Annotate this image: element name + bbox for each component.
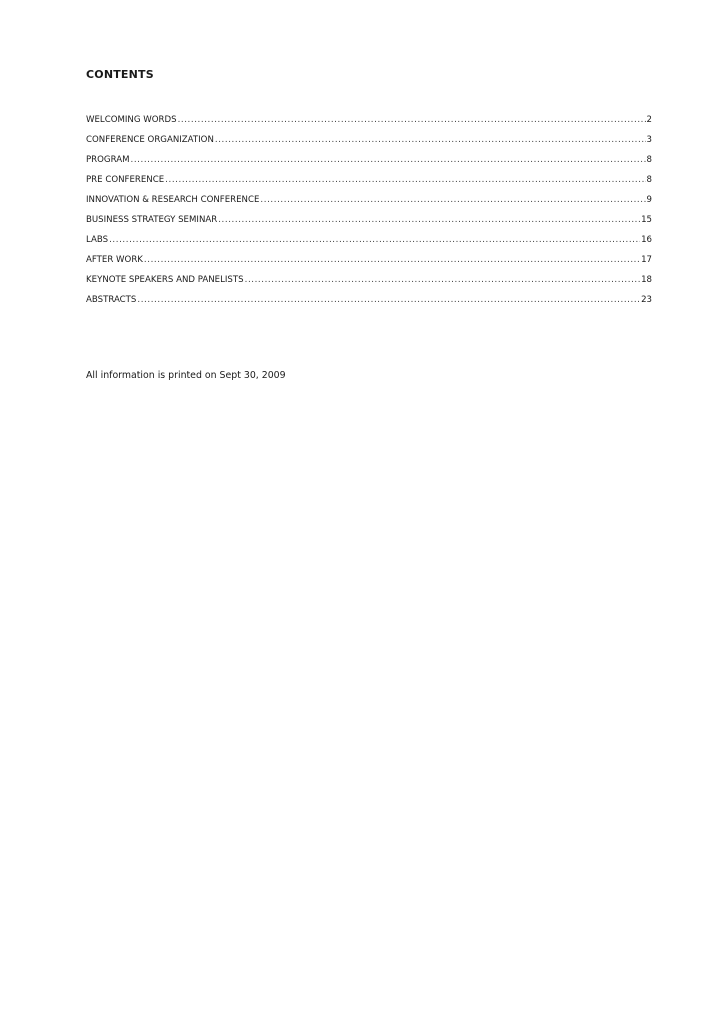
dot-leader bbox=[165, 170, 645, 190]
toc-entry-page-number: 8 bbox=[646, 175, 652, 185]
toc-entry-page-number: 8 bbox=[646, 155, 652, 165]
toc-entry-keynote-speakers-panelists[interactable] bbox=[86, 270, 652, 290]
toc-entry-page-number: 16 bbox=[641, 235, 652, 245]
dot-leader bbox=[215, 130, 646, 150]
toc-entry-abstracts[interactable] bbox=[86, 290, 652, 310]
dot-leader bbox=[260, 190, 645, 210]
toc-entry-label: AFTER WORK bbox=[86, 255, 143, 265]
toc-entry-label: ABSTRACTS bbox=[86, 295, 137, 305]
toc-entry-label: PRE CONFERENCE bbox=[86, 175, 165, 185]
toc-entry-business-strategy-seminar[interactable] bbox=[86, 210, 652, 230]
toc-entry-after-work[interactable] bbox=[86, 250, 652, 270]
toc-entry-page-number: 2 bbox=[646, 115, 652, 125]
toc-entry-label: PROGRAM bbox=[86, 155, 130, 165]
toc-entry-label: INNOVATION & RESEARCH CONFERENCE bbox=[86, 195, 260, 205]
toc-entry-page-number: 9 bbox=[646, 195, 652, 205]
dot-leader bbox=[109, 230, 640, 250]
dot-leader bbox=[137, 290, 640, 310]
print-date-note: All information is printed on Sept 30, 2009 bbox=[86, 370, 286, 381]
toc-entry-innovation-research-conference[interactable] bbox=[86, 190, 652, 210]
dot-leader bbox=[218, 210, 640, 230]
dot-leader bbox=[245, 270, 640, 290]
toc-entry-program[interactable] bbox=[86, 150, 652, 170]
toc-entry-page-number: 23 bbox=[641, 295, 652, 305]
toc-entry-label: CONFERENCE ORGANIZATION bbox=[86, 135, 214, 145]
toc-entry-label: LABS bbox=[86, 235, 109, 245]
dot-leader bbox=[178, 110, 646, 130]
toc-entry-page-number: 15 bbox=[641, 215, 652, 225]
toc-entry-page-number: 18 bbox=[641, 275, 652, 285]
toc-entry-welcoming-words[interactable] bbox=[86, 110, 652, 130]
toc-entry-label: KEYNOTE SPEAKERS AND PANELISTS bbox=[86, 275, 244, 285]
toc-entry-page-number: 17 bbox=[641, 255, 652, 265]
toc-entry-label: WELCOMING WORDS bbox=[86, 115, 177, 125]
table-of-contents bbox=[86, 110, 652, 310]
toc-entry-labs[interactable] bbox=[86, 230, 652, 250]
toc-entry-pre-conference[interactable] bbox=[86, 170, 652, 190]
contents-heading: CONTENTS bbox=[86, 68, 154, 81]
toc-entry-page-number: 3 bbox=[646, 135, 652, 145]
toc-entry-label: BUSINESS STRATEGY SEMINAR bbox=[86, 215, 218, 225]
toc-entry-conference-organization[interactable] bbox=[86, 130, 652, 150]
dot-leader bbox=[131, 150, 646, 170]
dot-leader bbox=[144, 250, 640, 270]
